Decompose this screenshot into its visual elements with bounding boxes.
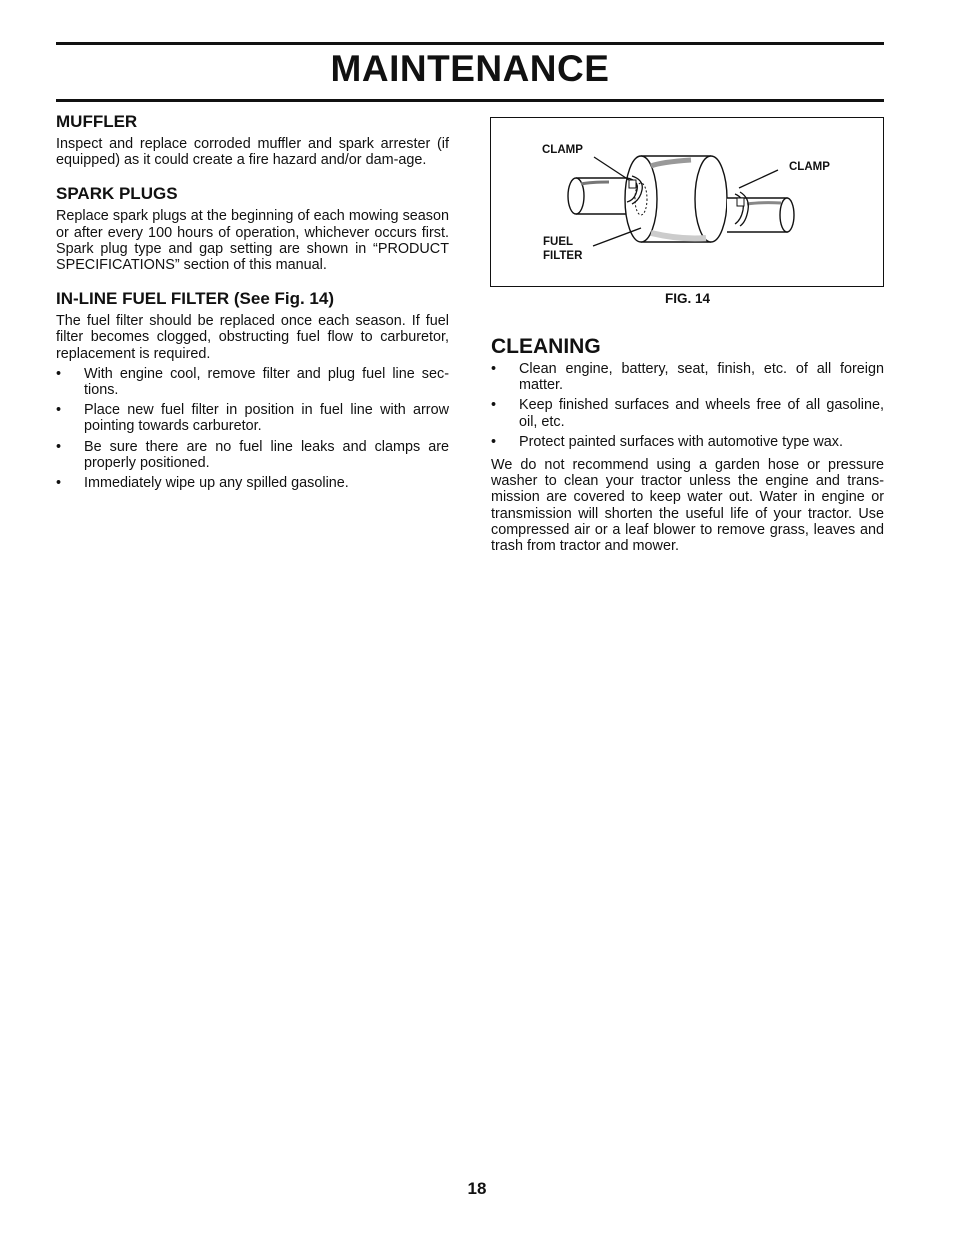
page-number: 18 <box>467 1179 487 1198</box>
muffler-body: Inspect and replace corroded muffler and spark arrester (if equipped) as it could create a fire hazard and/or dam-age. <box>56 136 449 169</box>
fuel-filter-heading: IN-LINE FUEL FILTER (See Fig. 14) <box>56 289 335 309</box>
muffler-section <box>56 112 449 168</box>
muffler-heading: MUFFLER <box>56 112 138 131</box>
fuel-filter-steps <box>56 366 449 491</box>
bullet-icon: • <box>56 402 62 419</box>
bullet-icon: • <box>56 475 62 492</box>
list-item <box>56 366 449 398</box>
bullet-icon: • <box>491 433 497 450</box>
list-item-text: Be sure there are no fuel line leaks and clamps are properly positioned. <box>84 438 449 471</box>
list-item-text: Clean engine, battery, seat, finish, etc. of all foreign matter. <box>519 361 884 394</box>
spark-plugs-body: Replace spark plugs at the beginning of each mowing season or after every 100 hours of operation, whichever occurs first. Spark plug type and gap setting are shown in “PRODUCT SPECIFICATIONS” section of this manual. <box>56 208 449 274</box>
list-item-text: Protect painted surfaces with automotive type wax. <box>519 433 843 450</box>
title-underline-rule <box>56 99 884 102</box>
list-item <box>491 361 884 393</box>
cleaning-body: We do not recommend using a garden hose or pressure washer to clean your tractor unless the engine and trans-mission are covered to keep water out. Water in engine or transmission will shorten the useful life of your tractor. Use compressed air or a leaf blower to remove grass, leaves and trash from tractor and mower. <box>491 457 884 555</box>
page-title: MAINTENANCE <box>330 48 610 89</box>
fuel-filter-body: The fuel filter should be replaced once each season. If fuel filter becomes clogged, obstructing fuel flow to carburetor, replacement is required. <box>56 313 449 362</box>
top-rule <box>56 42 884 45</box>
bullet-icon: • <box>491 361 497 377</box>
list-item <box>491 434 884 450</box>
fuel-filter-section <box>56 289 449 491</box>
cleaning-heading: CLEANING <box>491 335 601 358</box>
figure-label-clamp-left: CLAMP <box>542 144 583 156</box>
list-item-text: Place new fuel filter in position in fuel line with arrow pointing towards carburetor. <box>84 402 449 435</box>
list-item <box>56 475 449 491</box>
list-item <box>56 439 449 471</box>
cleaning-section <box>491 335 884 554</box>
figure-label-clamp-right: CLAMP <box>789 161 830 173</box>
bullet-icon: • <box>56 438 62 455</box>
list-item-text: With engine cool, remove filter and plug fuel line sec-tions. <box>84 365 449 399</box>
left-column <box>56 112 449 505</box>
figure-label-fuel: FUEL <box>543 236 574 248</box>
list-item-text: Keep finished surfaces and wheels free of all gasoline, oil, etc. <box>519 397 884 430</box>
spark-plugs-section <box>56 184 449 273</box>
bullet-icon: • <box>56 365 62 382</box>
list-item <box>491 397 884 429</box>
figure-label-filter: FILTER <box>543 250 583 262</box>
cleaning-list <box>491 361 884 450</box>
list-item <box>56 402 449 434</box>
figure-label-fuel-filter <box>543 235 582 263</box>
bullet-icon: • <box>491 397 497 414</box>
figure-caption: FIG. 14 <box>664 291 710 306</box>
list-item-text: Immediately wipe up any spilled gasoline. <box>84 475 349 492</box>
spark-plugs-heading: SPARK PLUGS <box>56 184 178 204</box>
fuel-filter-figure <box>490 117 884 287</box>
